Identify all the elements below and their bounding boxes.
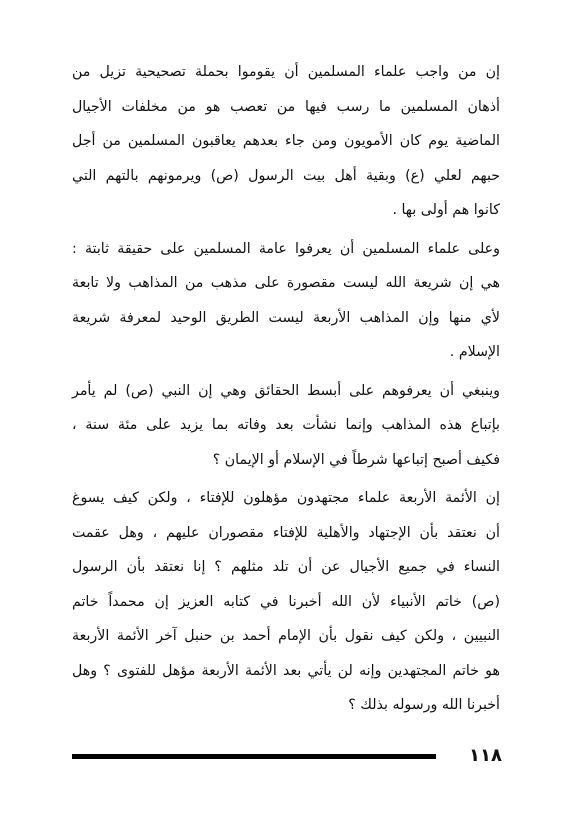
paragraph-3 — [72, 374, 500, 478]
text-line: حبهم لعلي (ع) وبقية أهل بيت الرسول (ص) ويرمونهم بالتهم التي — [72, 167, 500, 184]
text-line: إن الأئمة الأربعة علماء مجتهدون مؤهلون للإفتاء ، ولكن كيف يسوغ — [72, 490, 500, 506]
text-line: أذهان المسلمين ما رسب فيها من تعصب هو من مخلفات الأجيال — [72, 98, 500, 115]
footer-rule — [72, 754, 436, 759]
text-line: الماضية يوم كان الأمويون ومن جاء بعدهم يعاقبون المسلمين من أجل — [72, 133, 500, 149]
page-footer — [72, 745, 502, 766]
text-line: هو خاتم المجتهدين وإنه لن يأتي بعد الأئمة الأربعة مؤهل للفتوى ؟ وهل — [72, 662, 500, 679]
text-line: كانوا هم أولى بها . — [392, 202, 500, 218]
text-line: هي إن شريعة الله ليست مقصورة على مذهب من المذاهب ولا تابعة — [72, 275, 500, 291]
paragraph-1 — [72, 55, 500, 228]
text-line: الإسلام . — [449, 344, 500, 360]
body-text — [72, 55, 500, 723]
text-line: وينبغي أن يعرفوهم على أبسط الحقائق وهي إن النبي (ص) لم يأمر — [72, 382, 500, 399]
text-line: فكيف أصبح إتباعها شرطاً في الإسلام أو الإيمان ؟ — [212, 451, 500, 468]
text-line: النساء في جميع الأجيال عن أن تلد مثلهم ؟ إنا نعتقد بأن الرسول — [72, 559, 500, 575]
paragraph-2 — [72, 232, 500, 370]
text-line: (ص) خاتم الأنبياء لأن الله أخبرنا في كتابه العزيز إن محمداً خاتم — [72, 593, 500, 610]
text-line: أن نعتقد بأن الإجتهاد والأهلية للإفتاء مقصوران عليهم ، وهل عقمت — [72, 524, 500, 541]
text-line: أخبرنا الله ورسوله بذلك ؟ — [348, 697, 500, 713]
text-line: بإتباع هذه المذاهب وإنما نشأت بعد وفاته بما يزيد على مئة سنة ، — [72, 417, 500, 433]
text-line: النبيين ، ولكن كيف نقول بأن الإمام أحمد بن حنبل آخر الأئمة الأربعة — [72, 628, 500, 644]
paragraph-4 — [72, 481, 500, 723]
text-line: وعلى علماء المسلمين أن يعرفوا عامة المسلمين على حقيقة ثابتة : — [72, 240, 500, 257]
text-line: لأي منها وإن المذاهب الأربعة ليست الطريق الوحيد لمعرفة شريعة — [72, 309, 500, 326]
page-number: ١١٨ — [469, 745, 502, 766]
text-line: إن من واجب علماء المسلمين أن يقوموا بحملة تصحيحية تزيل من — [72, 64, 500, 80]
